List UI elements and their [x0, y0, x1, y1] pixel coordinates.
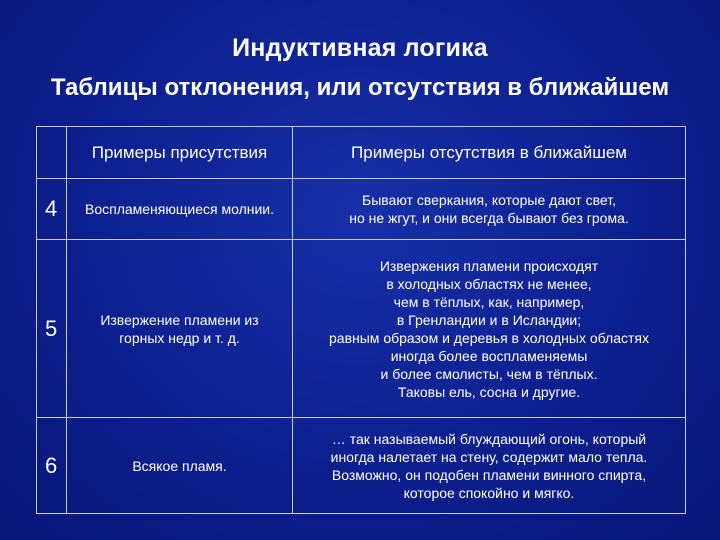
presence-cell: Всякое пламя.	[67, 418, 293, 514]
slide-title: Индуктивная логика	[232, 34, 488, 62]
absence-cell: Бывают сверкания, которые дают свет, но не жгут, и они всегда бывают без грома.	[293, 179, 686, 240]
table-header-row	[37, 127, 686, 179]
row-number: 6	[37, 418, 67, 514]
table-row	[37, 179, 686, 240]
row-number: 4	[37, 179, 67, 240]
header-absence: Примеры отсутствия в ближайшем	[293, 127, 686, 179]
slide-subtitle: Таблицы отклонения, или отсутствия в ближайшем	[50, 74, 670, 101]
presence-cell: Воспламеняющиеся молнии.	[67, 179, 293, 240]
deviation-table	[36, 126, 686, 514]
presence-cell: Извержение пламени из горных недр и т. д.	[67, 240, 293, 418]
absence-cell: … так называемый блуждающий огонь, который иногда налетает на стену, содержит мало тепла. Возможно, он подобен пламени винного спирта, которое спокойно и мягко.	[293, 418, 686, 514]
row-number: 5	[37, 240, 67, 418]
absence-cell: Извержения пламени происходят в холодных областях не менее, чем в тёплых, как, например, в Гренландии и в Исландии; равным образом и деревья в холодных областях иногда более воспламеняемы и более смолисты, чем в тёплых. Таковы ель, сосна и другие.	[293, 240, 686, 418]
table-row	[37, 418, 686, 514]
table-row	[37, 240, 686, 418]
header-number	[37, 127, 67, 179]
header-presence: Примеры присутствия	[67, 127, 293, 179]
